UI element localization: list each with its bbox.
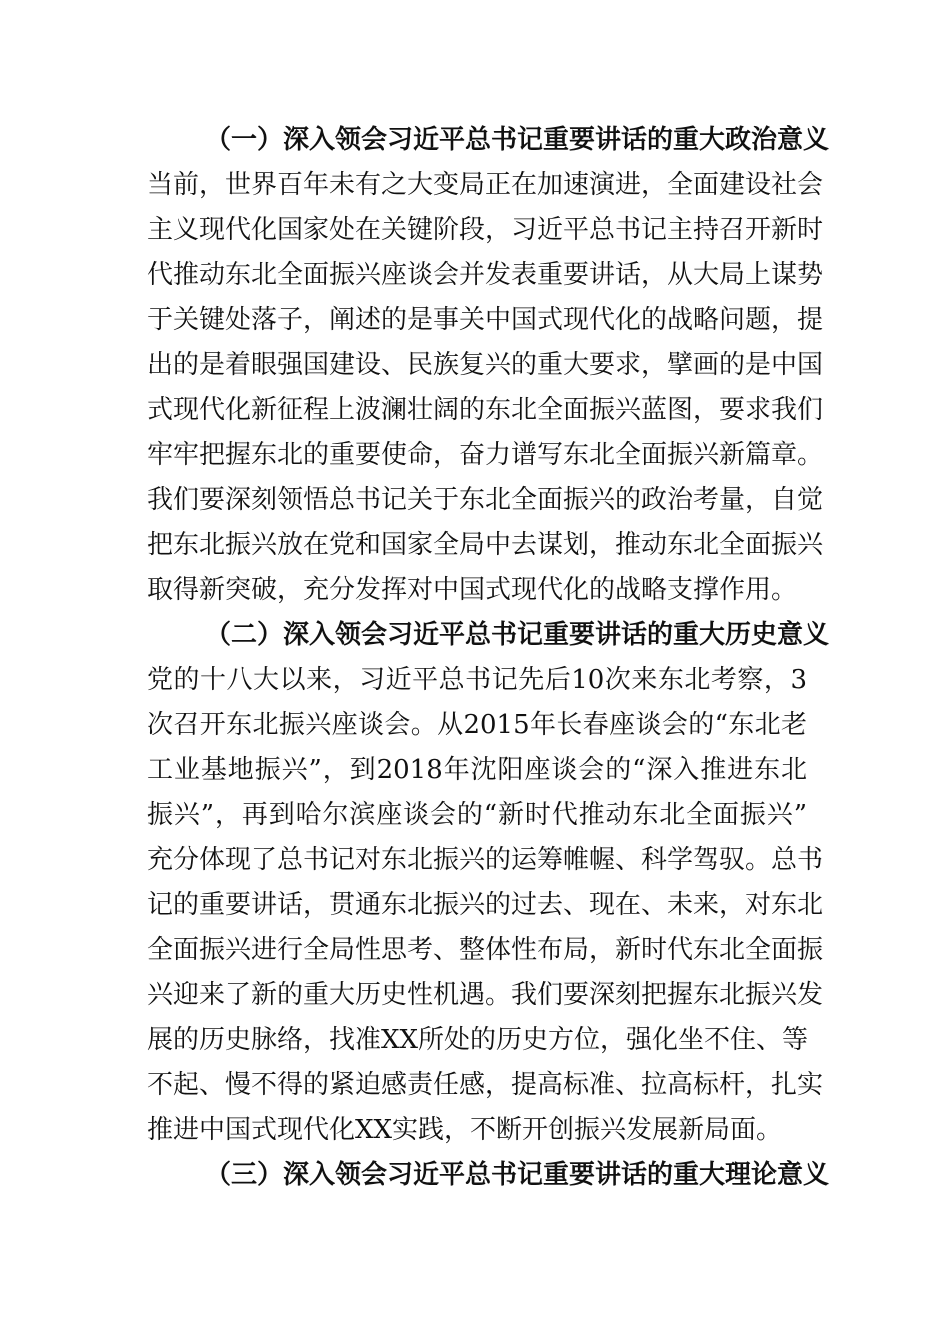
paragraph-line: 次召开东北振兴座谈会。从2015年长春座谈会的“东北老 <box>147 710 807 740</box>
section-heading-2: （二）深入领会习近平总书记重要讲话的重大历史意义 <box>205 620 830 650</box>
paragraph-line: 记的重要讲话，贯通东北振兴的过去、现在、未来，对东北 <box>147 890 824 920</box>
section-heading-1: （一）深入领会习近平总书记重要讲话的重大政治意义 <box>205 125 830 155</box>
paragraph-line: 我们要深刻领悟总书记关于东北全面振兴的政治考量，自觉 <box>147 485 824 515</box>
paragraph-line: 取得新突破，充分发挥对中国式现代化的战略支撑作用。 <box>147 575 798 605</box>
paragraph-line: 充分体现了总书记对东北振兴的运筹帷幄、科学驾驭。总书 <box>147 845 824 875</box>
paragraph-line: 当前，世界百年未有之大变局正在加速演进，全面建设社会 <box>147 170 824 200</box>
paragraph-line: 代推动东北全面振兴座谈会并发表重要讲话，从大局上谋势 <box>147 260 824 290</box>
paragraph-line: 振兴”，再到哈尔滨座谈会的“新时代推动东北全面振兴” <box>147 800 807 830</box>
paragraph-line: 把东北振兴放在党和国家全局中去谋划，推动东北全面振兴 <box>147 530 824 560</box>
section-heading-3: （三）深入领会习近平总书记重要讲话的重大理论意义 <box>205 1160 830 1190</box>
paragraph-line: 牢牢把握东北的重要使命，奋力谱写东北全面振兴新篇章。 <box>147 440 824 470</box>
paragraph-line: 主义现代化国家处在关键阶段，习近平总书记主持召开新时 <box>147 215 824 245</box>
paragraph-line: 全面振兴进行全局性思考、整体性布局，新时代东北全面振 <box>147 935 824 965</box>
paragraph-line: 推进中国式现代化XX实践，不断开创振兴发展新局面。 <box>147 1115 783 1145</box>
paragraph-line: 式现代化新征程上波澜壮阔的东北全面振兴蓝图，要求我们 <box>147 395 824 425</box>
paragraph-line: 展的历史脉络，找准XX所处的历史方位，强化坐不住、等 <box>147 1025 809 1055</box>
paragraph-line: 不起、慢不得的紧迫感责任感，提高标准、拉高标杆，扎实 <box>147 1070 824 1100</box>
paragraph-line: 于关键处落子，阐述的是事关中国式现代化的战略问题，提 <box>147 305 824 335</box>
paragraph-line: 兴迎来了新的重大历史性机遇。我们要深刻把握东北振兴发 <box>147 980 824 1010</box>
paragraph-line: 工业基地振兴”，到2018年沈阳座谈会的“深入推进东北 <box>147 755 807 785</box>
paragraph-line: 党的十八大以来，习近平总书记先后10次来东北考察，3 <box>147 665 807 695</box>
paragraph-line: 出的是着眼强国建设、民族复兴的重大要求，擘画的是中国 <box>147 350 824 380</box>
